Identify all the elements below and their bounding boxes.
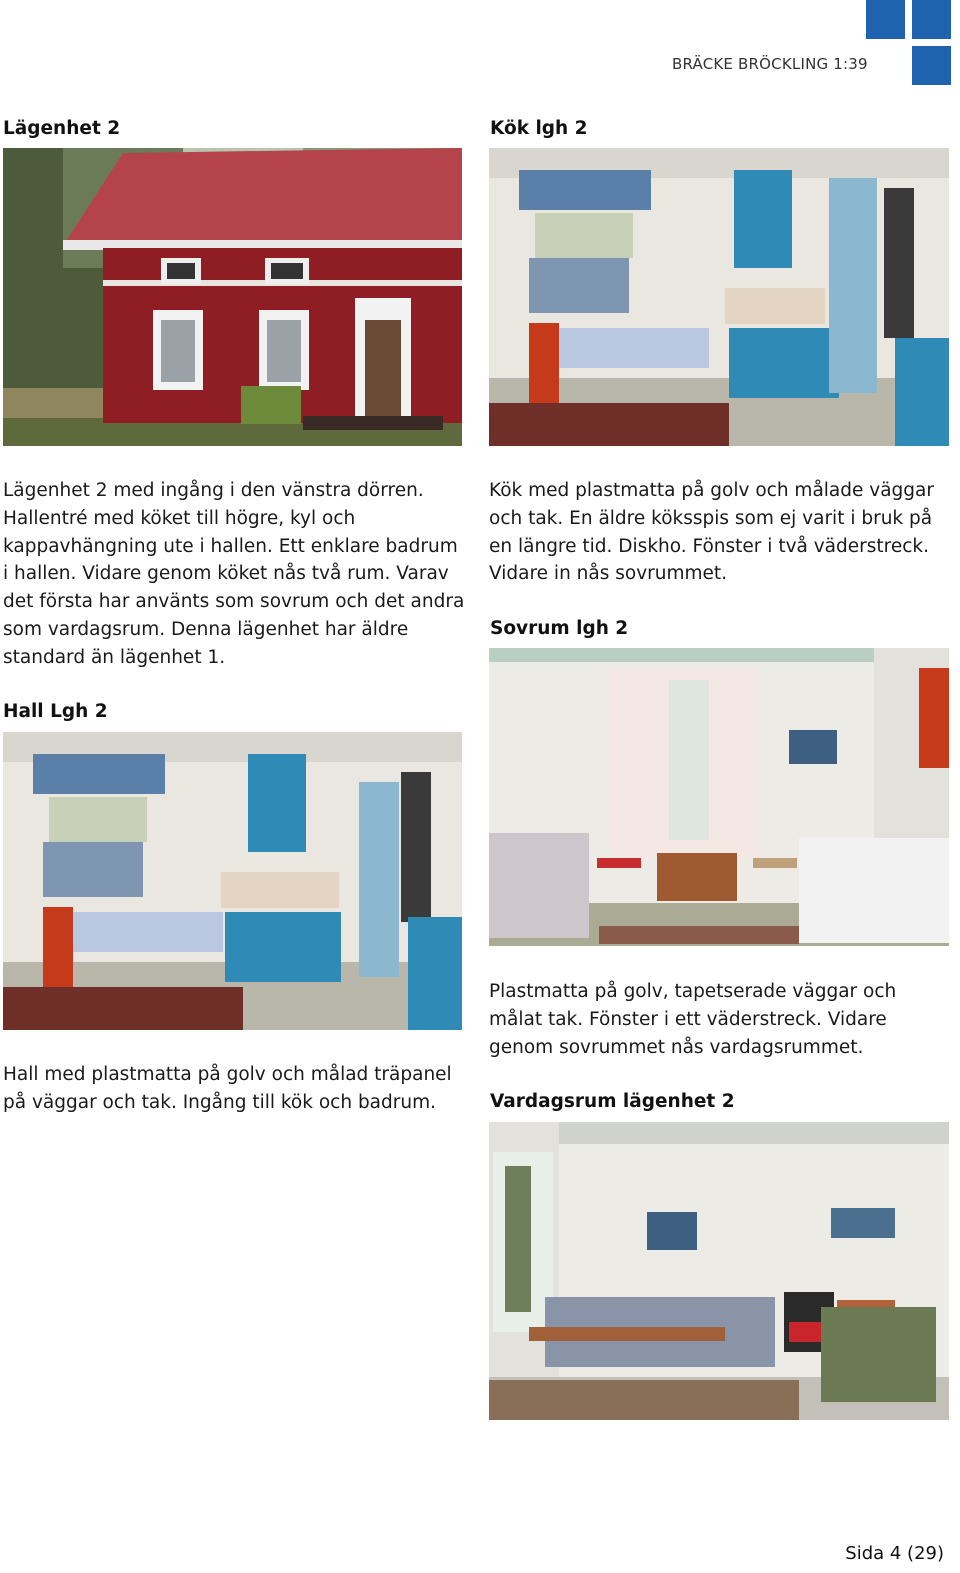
photo-kitchen	[489, 148, 949, 446]
photo-living-room	[489, 1122, 949, 1420]
heading-kok: Kök lgh 2	[490, 118, 588, 139]
logo-square-top-right	[912, 0, 951, 39]
heading-hall: Hall Lgh 2	[3, 701, 108, 722]
photo-house-exterior	[3, 148, 462, 446]
heading-lagenhet: Lägenhet 2	[3, 118, 121, 139]
page-header: BRÄCKE BRÖCKLING 1:39	[672, 55, 868, 73]
text-sovrum: Plastmatta på golv, tapetserade väggar och målat tak. Fönster i ett väderstreck. Vidare genom sovrummet nås vardagsrummet.	[489, 981, 897, 1058]
heading-vardagsrum: Vardagsrum lägenhet 2	[490, 1091, 735, 1112]
text-hall: Hall med plastmatta på golv och målad träpanel på väggar och tak. Ingång till kök och badrum.	[3, 1064, 452, 1113]
page-number: Sida 4 (29)	[845, 1543, 944, 1564]
logo-square-bottom-right	[912, 46, 951, 85]
text-kok: Kök med plastmatta på golv och målade väggar och tak. En äldre köksspis som ej varit i bruk på en längre tid. Diskho. Fönster i två väderstreck. Vidare in nås sovrummet.	[489, 480, 934, 585]
logo-square-top-left	[866, 0, 905, 39]
photo-bedroom	[489, 648, 949, 946]
photo-hall	[3, 732, 462, 1030]
heading-sovrum: Sovrum lgh 2	[490, 618, 629, 639]
text-lagenhet: Lägenhet 2 med ingång i den vänstra dörren. Hallentré med köket till högre, kyl och kappavhängning ute i hallen. Ett enklare badrum i hallen. Vidare genom köket nås två rum. Varav det första har använts som sovrum och det andra som vardagsrum. Denna lägenhet har äldre standard än lägenhet 1.	[3, 480, 465, 668]
